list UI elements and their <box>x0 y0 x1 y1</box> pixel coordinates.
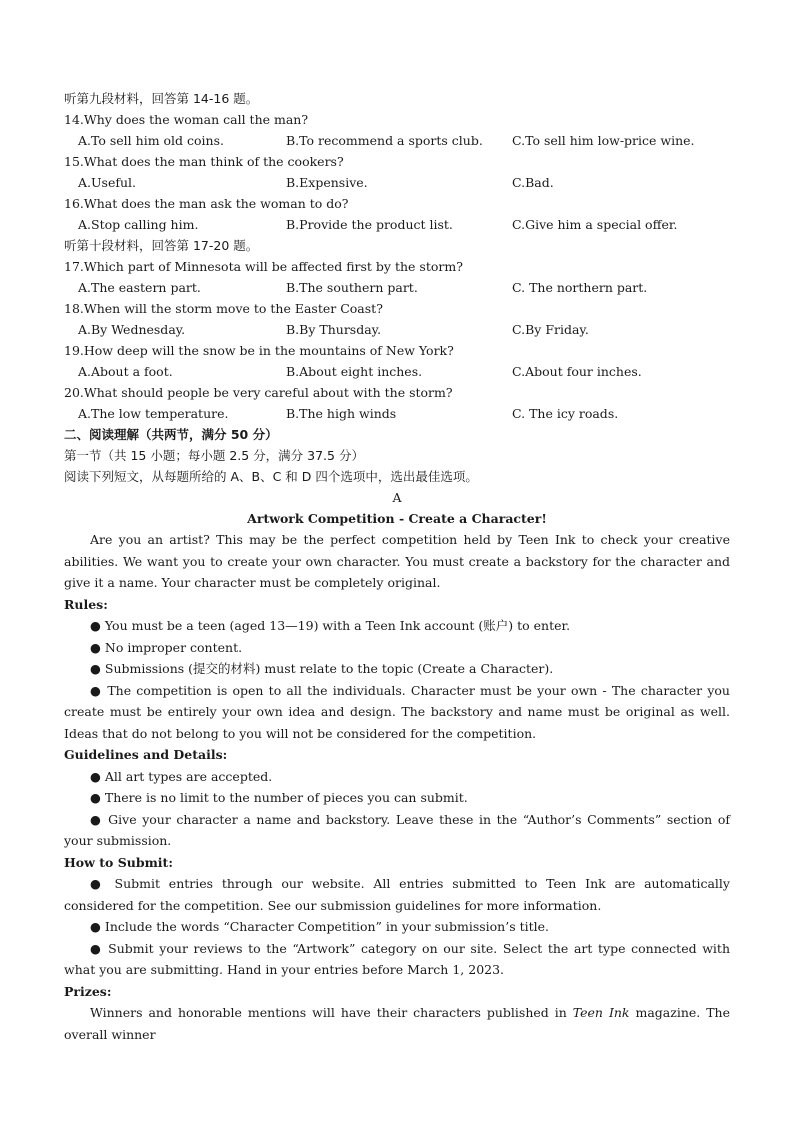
submit-item: ● Submit your reviews to the “Artwork” category on our site. Select the art type connected with what you are submitting. Hand in your entries before March 1, 2023. <box>64 940 730 977</box>
guidelines-heading: Guidelines and Details: <box>64 747 228 762</box>
passage-title: Artwork Competition - Create a Character! <box>247 511 547 526</box>
option-a: A.The low temperature. <box>78 406 229 421</box>
magazine-name: Teen Ink <box>572 1005 630 1020</box>
options-20 <box>64 403 730 424</box>
option-b: B.The high winds <box>286 406 397 421</box>
option-b: B.To recommend a sports club. <box>286 133 483 148</box>
question-14: 14.Why does the woman call the man? <box>64 112 309 127</box>
reading-part-title: 二、阅读理解（共两节，满分 50 分） <box>64 427 278 442</box>
guideline-item: ● All art types are accepted. <box>90 768 273 784</box>
option-c: C.To sell him low-price wine. <box>512 133 695 148</box>
option-c: C.About four inches. <box>512 364 642 379</box>
question-15: 15.What does the man think of the cookers? <box>64 154 344 169</box>
option-a: A.Useful. <box>78 175 136 190</box>
option-c: C. The icy roads. <box>512 406 619 421</box>
prizes-text-before: Winners and honorable mentions will have their characters published in <box>90 1005 573 1020</box>
rule-item: ● Submissions (提交的材料) must relate to the topic (Create a Character). <box>90 661 554 676</box>
prizes-text-after: magazine. The overall winner <box>64 1005 730 1042</box>
question-17: 17.Which part of Minnesota will be affected first by the storm? <box>64 259 463 274</box>
option-b: B.Expensive. <box>286 175 368 190</box>
passage-letter: A <box>392 490 402 505</box>
options-15 <box>64 172 730 193</box>
passage-intro: Are you an artist? This may be the perfect competition held by Teen Ink to check your creative abilities. We want you to create your own character. You must create a backstory for the character and give it a name. Your character must be completely original. <box>64 532 730 590</box>
option-b: B.About eight inches. <box>286 364 423 379</box>
option-b: B.Provide the product list. <box>286 217 453 232</box>
options-16 <box>64 214 730 235</box>
submit-item: ● Submit entries through our website. All entries submitted to Teen Ink are automatically considered for the competition. See our submission guidelines for more information. <box>64 876 730 913</box>
prizes-heading: Prizes: <box>64 983 112 999</box>
rules-heading: Rules: <box>64 596 108 612</box>
rule-item: ● No improper content. <box>90 639 243 655</box>
question-20: 20.What should people be very careful about with the storm? <box>64 385 453 400</box>
guideline-item: ● There is no limit to the number of pieces you can submit. <box>90 790 468 805</box>
prizes-text <box>64 1002 730 1045</box>
reading-section1: 第一节（共 15 小题；每小题 2.5 分，满分 37.5 分） <box>64 448 364 463</box>
option-a: A.To sell him old coins. <box>78 133 224 148</box>
rule-item: ● The competition is open to all the individuals. Character must be your own - The character you create must be entirely your own idea and design. The backstory and name must be original as well. Ideas that do not belong to you will not be considered for the competition. <box>64 682 730 741</box>
options-14 <box>64 130 730 151</box>
options-19 <box>64 361 730 382</box>
question-16: 16.What does the man ask the woman to do? <box>64 196 349 211</box>
submit-heading: How to Submit: <box>64 854 173 870</box>
option-a: A.By Wednesday. <box>78 322 186 337</box>
option-a: A.The eastern part. <box>78 280 201 295</box>
option-c: C. The northern part. <box>512 280 648 295</box>
reading-instruction: 阅读下列短文，从每题所给的 A、B、C 和 D 四个选项中，选出最佳选项。 <box>64 469 478 484</box>
section10-intro: 听第十段材料，回答第 17-20 题。 <box>64 238 259 253</box>
option-c: C.Bad. <box>512 175 554 190</box>
options-17 <box>64 277 730 298</box>
option-a: A.Stop calling him. <box>78 217 199 232</box>
question-19: 19.How deep will the snow be in the mountains of New York? <box>64 343 454 358</box>
submit-item: ● Include the words “Character Competition” in your submission’s title. <box>90 919 550 934</box>
option-c: C.By Friday. <box>512 322 589 337</box>
guideline-item: ● Give your character a name and backstory. Leave these in the “Author’s Comments” section of your submission. <box>64 811 730 848</box>
section9-intro: 听第九段材料，回答第 14-16 题。 <box>64 91 259 106</box>
rule-item: ● You must be a teen (aged 13—19) with a Teen Ink account (账户) to enter. <box>90 618 571 633</box>
exam-page <box>64 88 730 1045</box>
options-18 <box>64 319 730 340</box>
question-18: 18.When will the storm move to the Easter Coast? <box>64 301 383 316</box>
option-c: C.Give him a special offer. <box>512 217 678 232</box>
option-a: A.About a foot. <box>78 364 173 379</box>
option-b: B.By Thursday. <box>286 322 382 337</box>
option-b: B.The southern part. <box>286 280 418 295</box>
